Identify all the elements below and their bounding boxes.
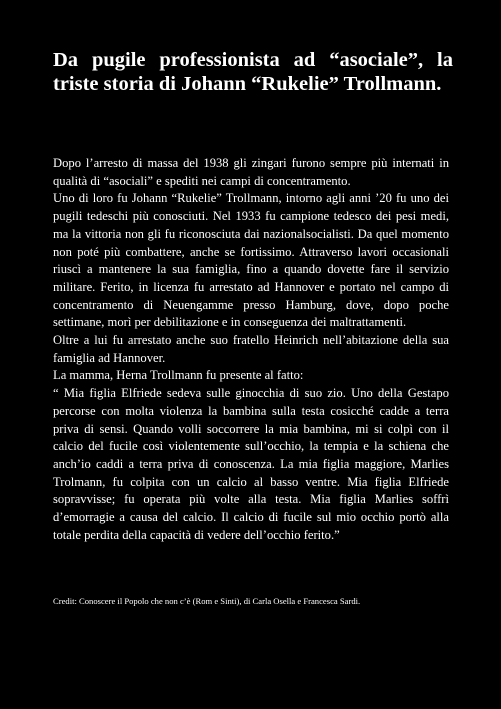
page-title: Da pugile professionista ad “asociale”, la triste storia di Johann “Rukelie” Trollmann.	[53, 49, 453, 95]
paragraph-quote: “ Mia figlia Elfriede sedeva sulle ginocchia di suo zio. Uno della Gestapo percorse con molta violenza la bambina sulla testa cosicché cadde a terra priva di sensi. Quando volli soccorrere la mia bambina, mi si colpì con il calcio del fucile così violentemente sull’occhio, la tempia e la schiena che anch’io caddi a terra priva di conoscenza. La mia figlia maggiore, Marlies Trolmann, fu colpita con un calcio al basso ventre. Mia figlia Elfriede sopravvisse; fu operata più volte alla testa. Mia figlia Marlies soffrì d’emorragie a causa del calcio. Il calcio di fucile sul mio occhio portò alla totale perdita della capacità di vedere dell’occhio ferito.”	[53, 386, 449, 542]
paragraph-brother: Oltre a lui fu arrestato anche suo fratello Heinrich nell’abitazione della sua famiglia ad Hannover.	[53, 333, 449, 365]
credit-line: Credit: Conoscere il Popolo che non c’è (Rom e Sinti), di Carla Osella e Francesca Sardi.	[53, 596, 361, 606]
paragraph-intro: Dopo l’arresto di massa del 1938 gli zingari furono sempre più internati in qualità di “asociali” e spediti nei campi di concentramento.	[53, 156, 449, 188]
paragraph-trollmann: Uno di loro fu Johann “Rukelie” Trollmann, intorno agli anni ’20 fu uno dei pugili tedeschi più conosciuti. Nel 1933 fu campione tedesco dei pesi medi, ma la vittoria non gli fu riconosciuta dai nazionalsocialisti. Da quel momento non poté più combattere, anche se fortissimo. Attraverso lavori occasionali riuscì a mantenere la sua famiglia, fino a quando dovette fare il servizio militare. Ferito, in licenza fu arrestato ad Hannover e portato nel campo di concentramento di Neuengamme presso Hamburg, dove, dopo poche settimane, morì per debilitazione e in conseguenza dei maltrattamenti.	[53, 191, 449, 330]
article-body	[53, 155, 449, 544]
paragraph-mother-intro: La mamma, Herna Trollmann fu presente al fatto:	[53, 368, 304, 383]
